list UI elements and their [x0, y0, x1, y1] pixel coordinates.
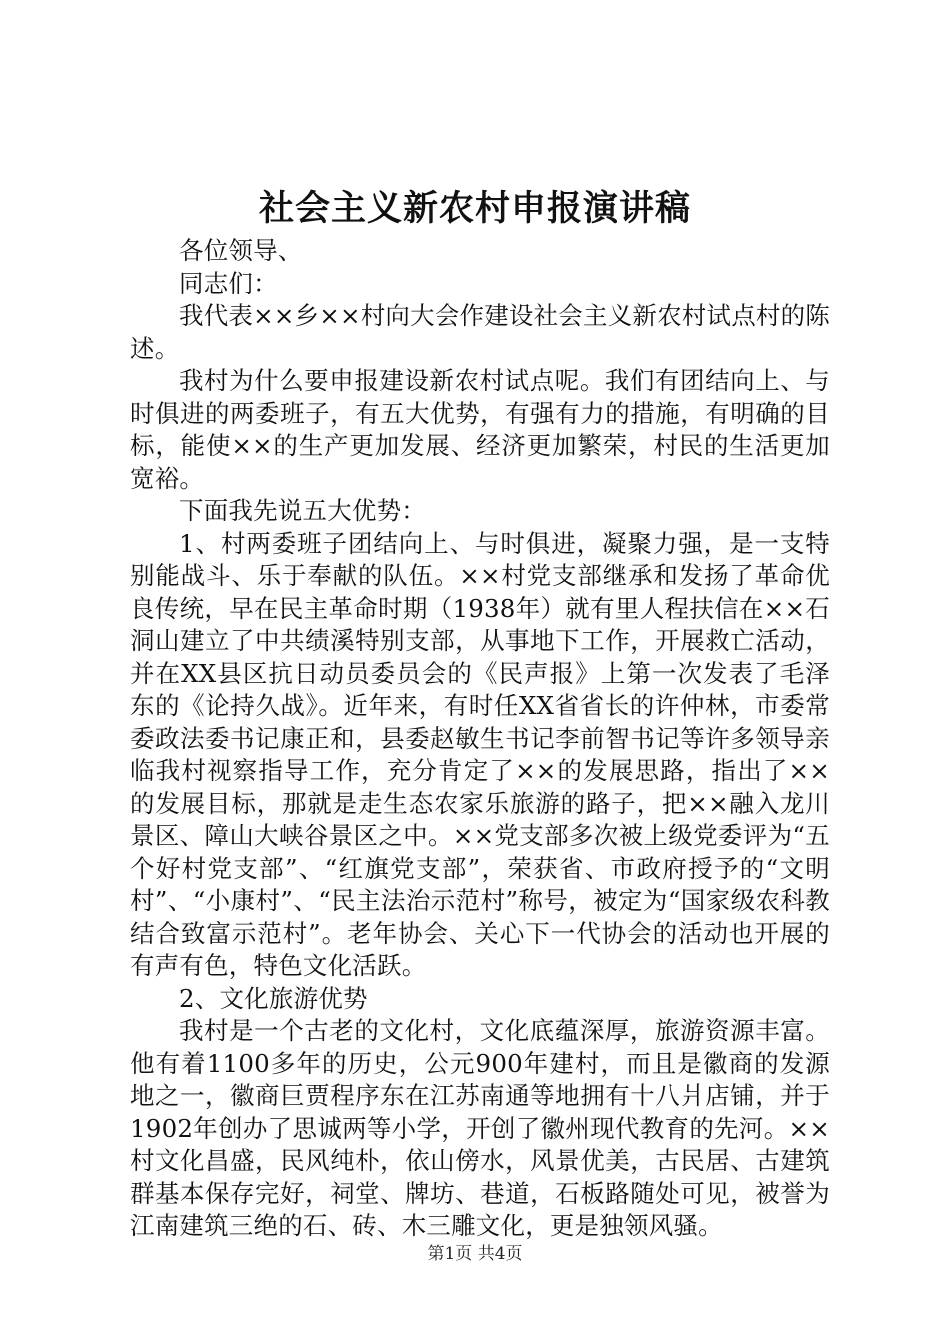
- page-footer: 第1页 共4页: [427, 1244, 523, 1264]
- salutation-leaders: 各位领导、: [179, 236, 303, 265]
- heading-advantage-2: 2、文化旅游优势: [179, 983, 368, 1013]
- page-title: 社会主义新农村申报演讲稿: [258, 188, 691, 229]
- paragraph-culture-tourism: 我村是一个古老的文化村，文化底蕴深厚，旅游资源丰富。他有着1100多年的历史，公元900年建村，而且是徽商的发源地之一，徽商巨贾程序东在江苏南通等地拥有十八爿店铺，并于1902年创办了思诚两等小学，开创了徽州现代教育的先河。××村文化昌盛，民风纯朴，依山傍水，风景优美，古民居、古建筑群基本保存完好，祠堂、牌坊、巷道，石板路随处可见，被誉为江南建筑三绝的石、砖、木三雕文化，更是独领风骚。: [130, 1016, 830, 1240]
- document-body: [130, 235, 830, 1243]
- paragraph-intro: 我代表××乡××村向大会作建设社会主义新农村试点村的陈述。: [130, 301, 831, 363]
- paragraph-advantage-1: 1、村两委班子团结向上、与时俱进，凝聚力强，是一支特别能战斗、乐于奉献的队伍。××村党支部继承和发扬了革命优良传统，早在民主革命时期（1938年）就有里人程扶信在××石洞山建立了中共绩溪特别支部，从事地下工作，开展救亡活动，并在XX县区抗日动员委员会的《民声报》上第一次发表了毛泽东的《论持久战》。近年来，有时任XX省省长的许仲林，市委常委政法委书记康正和，县委赵敏生书记李前智书记等许多领导亲临我村视察指导工作，充分肯定了××的发展思路，指出了××的发展目标，那就是走生态农家乐旅游的路子，把××融入龙川景区、障山大峡谷景区之中。××党支部多次被上级党委评为“五个好村党支部”、“红旗党支部”，荣获省、市政府授予的“文明村”、“小康村”、“民主法治示范村”称号，被定为“国家级农科教结合致富示范村”。老年协会、关心下一代协会的活动也开展的有声有色，特色文化活跃。: [130, 528, 830, 980]
- salutation-comrades: 同志们：: [179, 268, 278, 298]
- paragraph-reason: 我村为什么要申报建设新农村试点呢。我们有团结向上、与时俱进的两委班子，有五大优势，有强有力的措施，有明确的目标，能使××的生产更加发展、经济更加繁荣，村民的生活更加宽裕。: [130, 366, 830, 493]
- paragraph-advantages-lead: 下面我先说五大优势：: [179, 496, 426, 525]
